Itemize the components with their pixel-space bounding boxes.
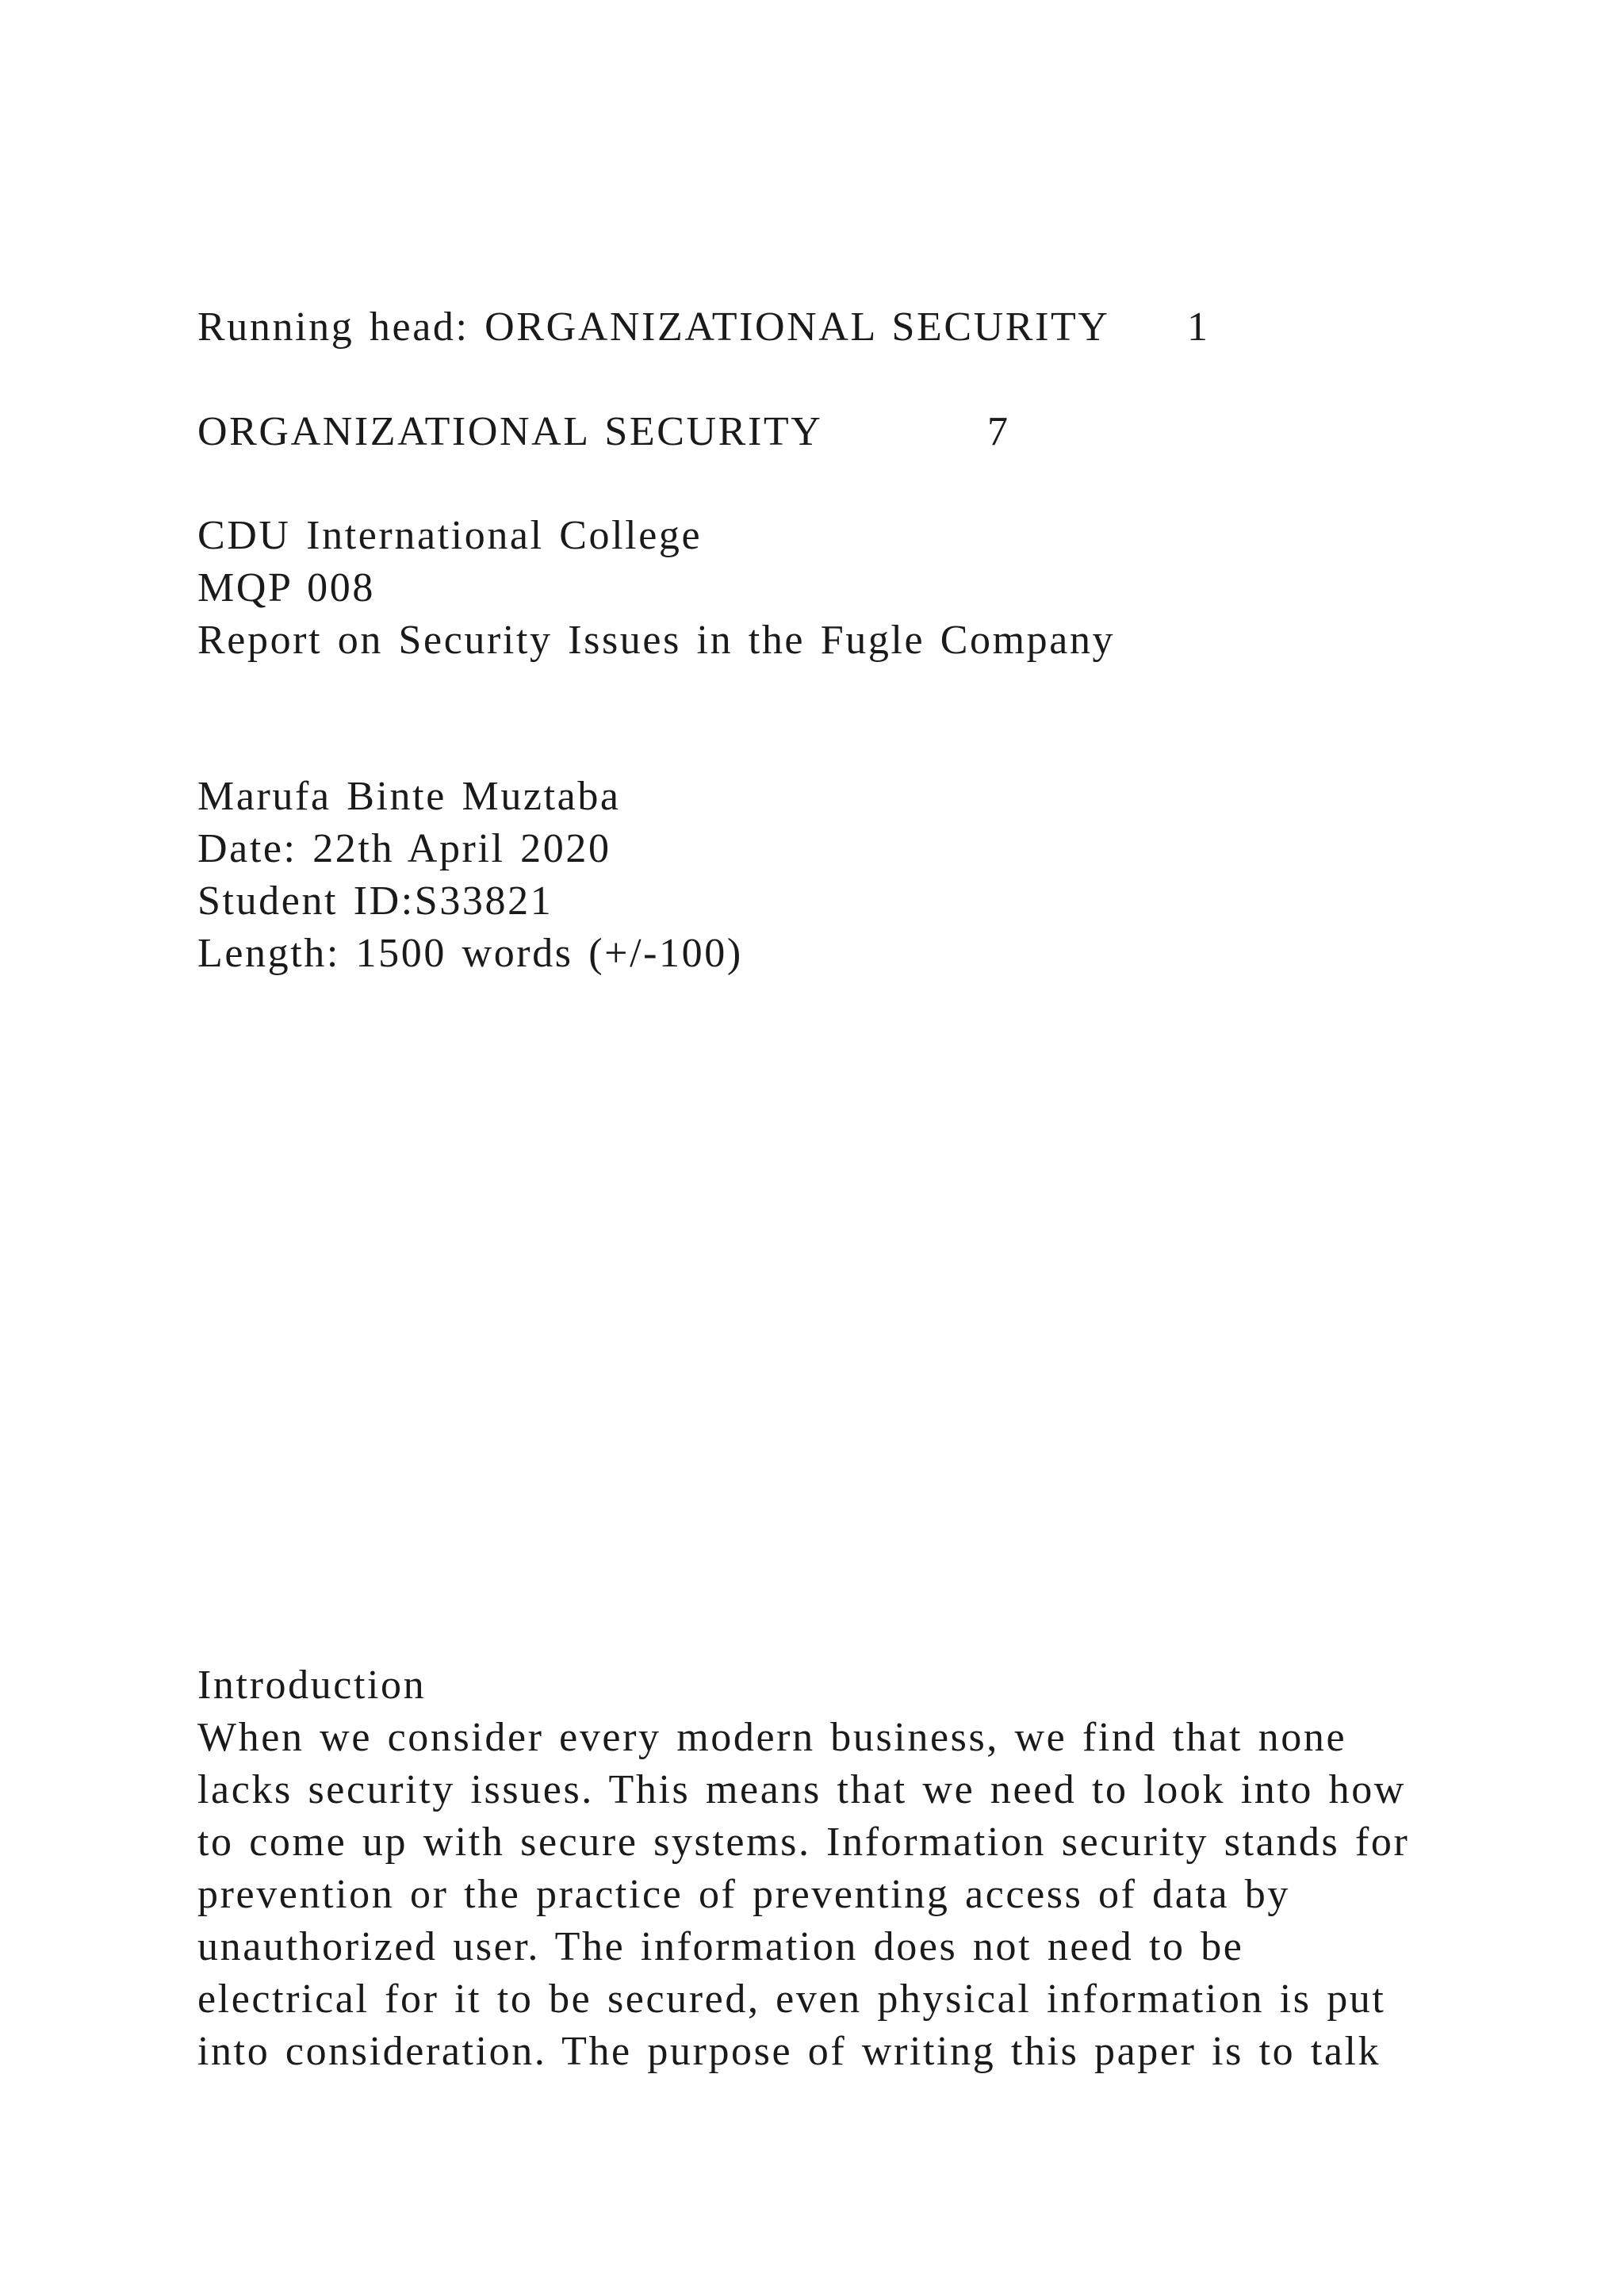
paragraph-line: When we consider every modern business, we find that none bbox=[197, 1715, 1347, 1760]
paragraph-line: electrical for it to be secured, even physical information is put bbox=[197, 1976, 1386, 2022]
author-name: Marufa Binte Muztaba bbox=[197, 774, 621, 819]
introduction-heading: Introduction bbox=[197, 1663, 427, 1708]
submission-date: Date: 22th April 2020 bbox=[197, 826, 611, 871]
running-head: Running head: ORGANIZATIONAL SECURITY bbox=[197, 304, 1110, 350]
paragraph-line: unauthorized user. The information does not need to be bbox=[197, 1924, 1244, 1969]
paragraph-line: into consideration. The purpose of writing this paper is to talk bbox=[197, 2029, 1381, 2074]
report-title: Report on Security Issues in the Fugle Company bbox=[197, 618, 1116, 663]
paragraph-line: prevention or the practice of preventing access of data by bbox=[197, 1872, 1290, 1917]
word-length: Length: 1500 words (+/-100) bbox=[197, 931, 743, 976]
paragraph-line: to come up with secure systems. Information security stands for bbox=[197, 1820, 1410, 1865]
paragraph-line: lacks security issues. This means that we need to look into how bbox=[197, 1767, 1406, 1812]
course-code: MQP 008 bbox=[197, 565, 375, 610]
student-id: Student ID:S33821 bbox=[197, 878, 553, 924]
institution-name: CDU International College bbox=[197, 513, 703, 558]
running-head-page-number: 1 bbox=[1187, 304, 1210, 350]
short-title-page-number: 7 bbox=[987, 409, 1010, 454]
short-title-header: ORGANIZATIONAL SECURITY bbox=[197, 409, 823, 454]
